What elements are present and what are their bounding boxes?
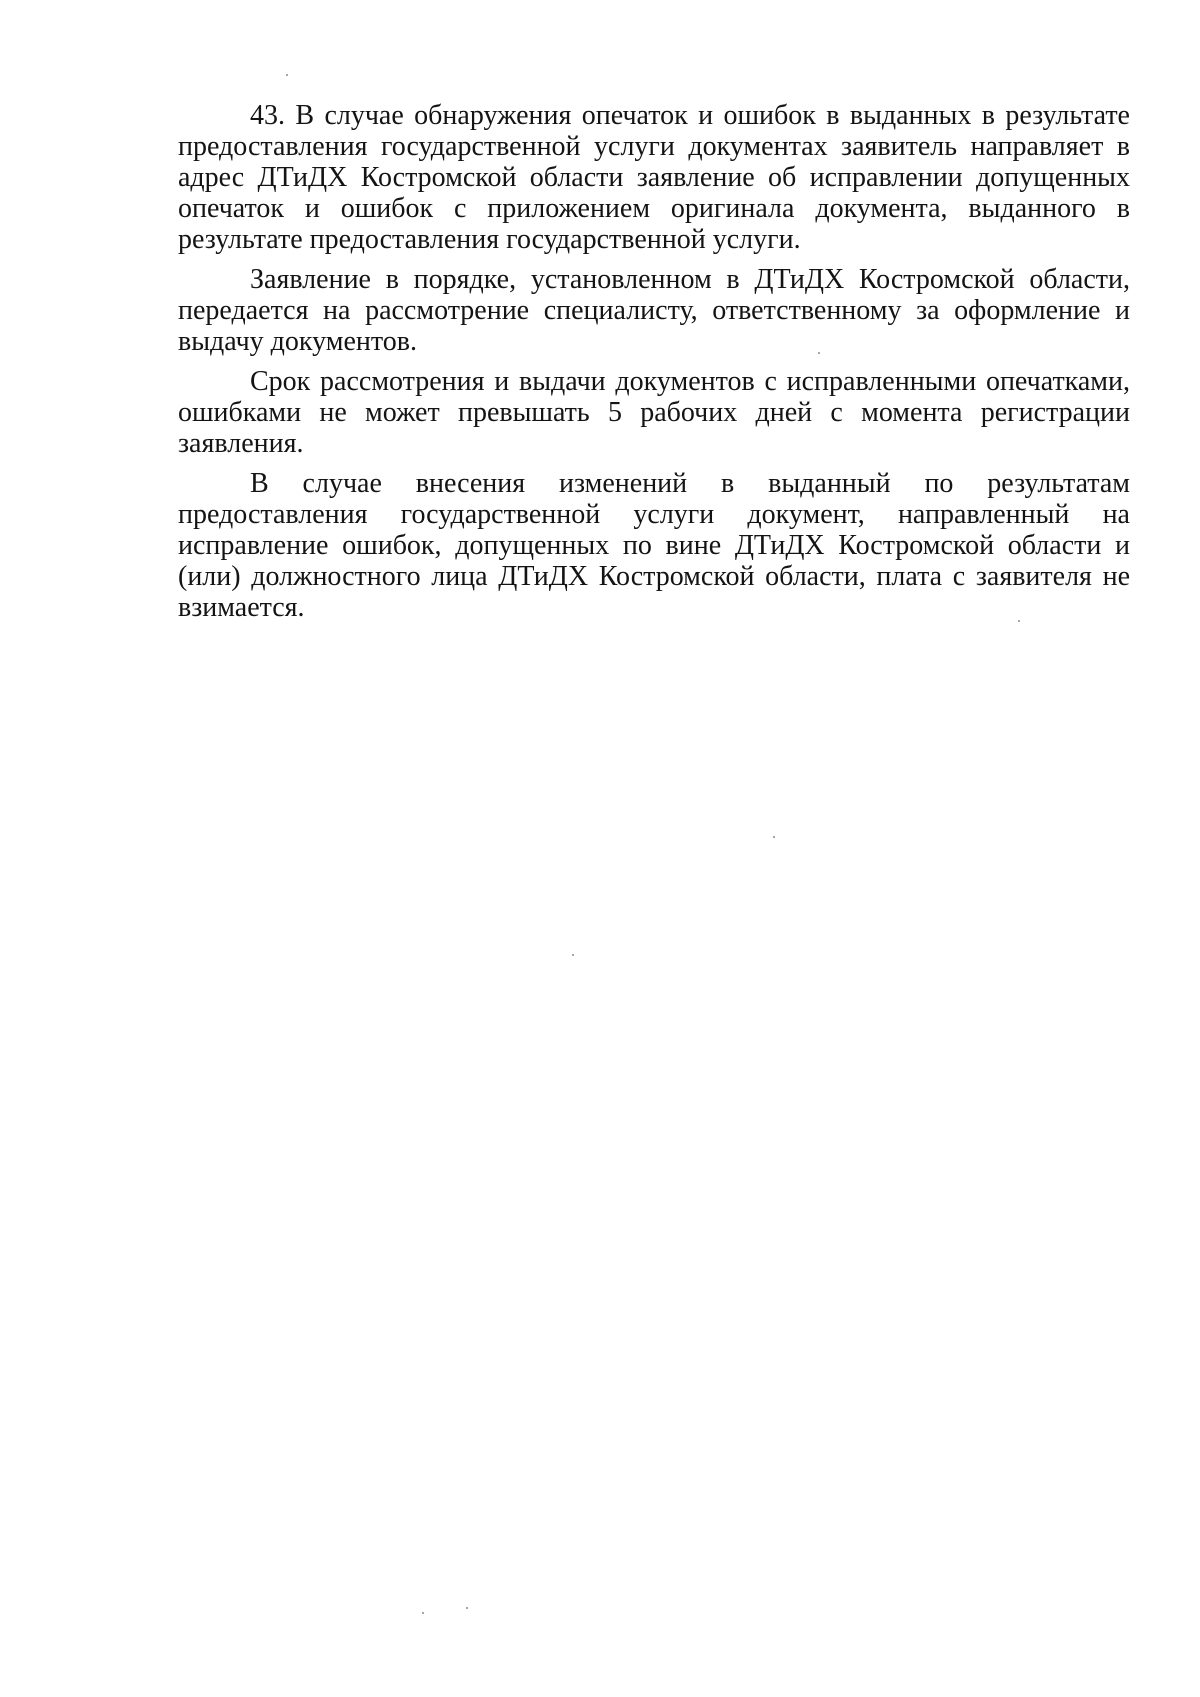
document-body [178, 100, 1130, 632]
paragraph-no-fee: В случае внесения изменений в выданный по результатам предоставления государственной услуги документ, направленный на исправление ошибок, допущенных по вине ДТиДХ Костромской области и (или) должностного лица ДТиДХ Костромской области, плата с заявителя не взимается. [178, 468, 1130, 623]
paragraph-43: 43. В случае обнаружения опечаток и ошибок в выданных в результате предоставления государственной услуги документах заявитель направляет в адрес ДТиДХ Костромской области заявление об исправлении допущенных опечаток и ошибок с приложением оригинала документа, выданного в результате предоставления государственной услуги. [178, 100, 1130, 255]
scan-speck [572, 954, 574, 956]
scan-speck [773, 836, 775, 838]
scan-speck [286, 74, 288, 76]
scan-speck [422, 1612, 424, 1614]
paragraph-application-transfer: Заявление в порядке, установленном в ДТиДХ Костромской области, передается на рассмотрение специалисту, ответственному за оформление и выдачу документов. [178, 264, 1130, 357]
scan-speck [1018, 620, 1020, 622]
scan-speck [818, 352, 820, 354]
scan-speck [466, 1607, 468, 1609]
paragraph-review-period: Срок рассмотрения и выдачи документов с исправленными опечатками, ошибками не может превышать 5 рабочих дней с момента регистрации заявления. [178, 366, 1130, 459]
